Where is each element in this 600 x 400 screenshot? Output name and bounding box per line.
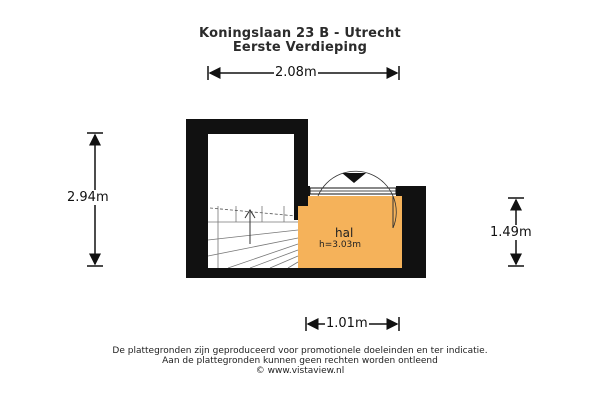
plan-title: Koningslaan 23 B - Utrecht (199, 26, 401, 41)
left-height-label: 2.94m (67, 190, 109, 205)
room-name: hal (335, 226, 354, 240)
upper-room (208, 134, 294, 206)
floor-name: Eerste Verdieping (232, 40, 368, 55)
copyright: © www.vistaview.nl (255, 366, 345, 376)
bottom-width-label: 1.01m (326, 316, 368, 331)
disclaimer-line-1: De plattegronden zijn geproduceerd voor promotionele doeleinden en ter indicatie. (112, 346, 488, 356)
entrance-marker (342, 173, 366, 183)
right-height-label: 1.49m (490, 225, 532, 240)
room-height: h=3.03m (319, 240, 362, 250)
door-frame (310, 188, 396, 194)
staircase (208, 206, 298, 268)
disclaimer-line-2: Aan de plattegronden kunnen geen rechten worden ontleend (162, 356, 438, 366)
top-width-label: 2.08m (275, 65, 317, 80)
